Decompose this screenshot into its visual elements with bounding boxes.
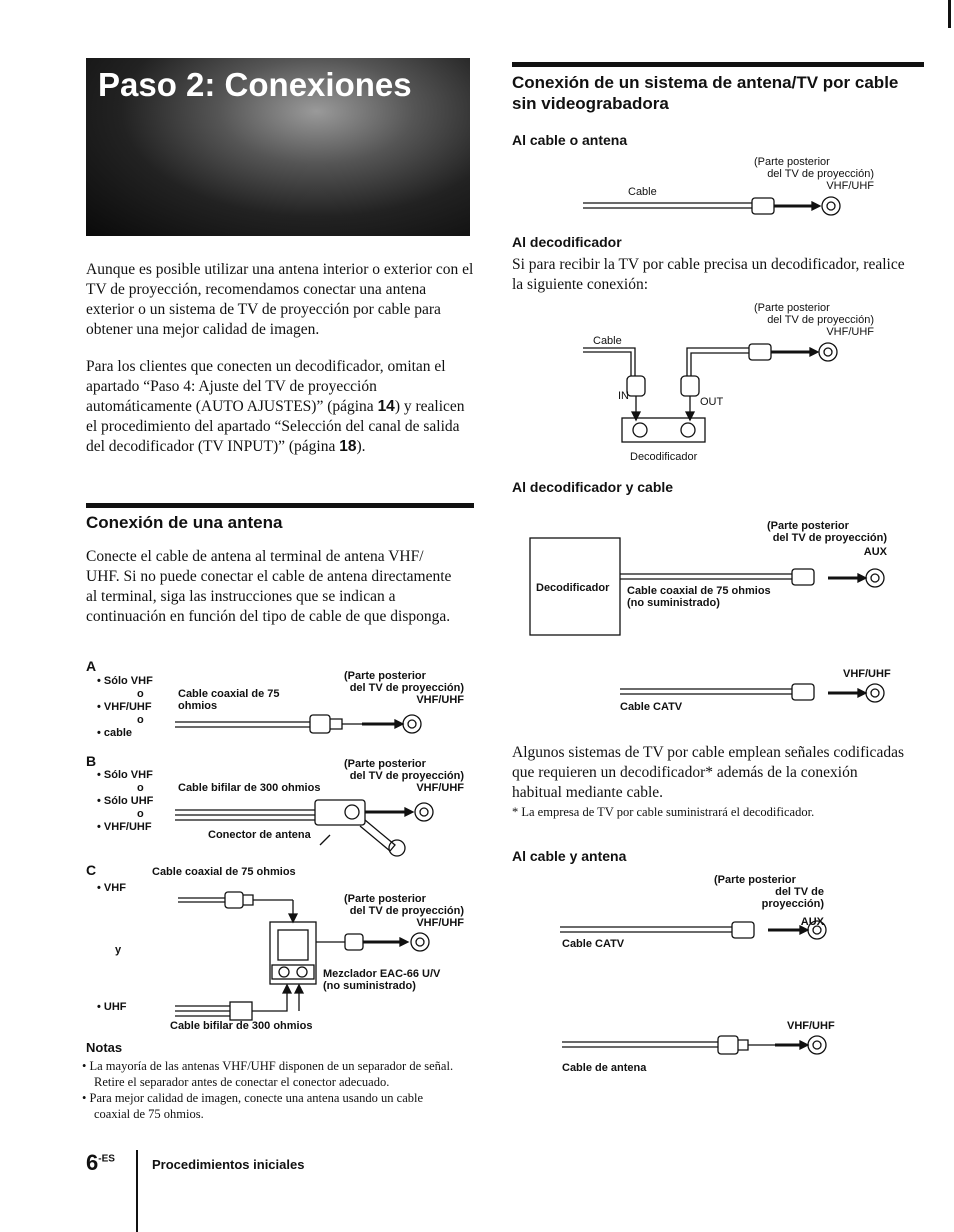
s3-box-label: Decodificador <box>536 582 610 594</box>
option-solo-uhf: • Sólo UHF <box>97 795 154 807</box>
note-item: • La mayoría de las antenas VHF/UHF disponen de un separador de señal. Retire el separador antes de conectar el conector adecuado. <box>82 1059 454 1089</box>
rear-label-1: (Parte posterior <box>344 670 426 682</box>
s4-cable-antenna <box>560 921 826 1054</box>
option-or: o <box>137 688 144 700</box>
diagram-b-connector-label: Conector de antena <box>208 829 311 841</box>
s2-cable-label: Cable <box>593 335 622 347</box>
intro-text-e: ). <box>356 438 366 455</box>
rear-label-1: (Parte posterior <box>754 156 830 168</box>
diagram-a-cable <box>175 715 421 733</box>
aux-label: AUX <box>800 916 824 928</box>
option-solo-vhf: • Sólo VHF <box>97 769 153 781</box>
rear-label-2: del TV de proyección) <box>767 168 874 180</box>
s3-port-label: VHF/UHF <box>843 668 891 680</box>
diagram-b-letter: B <box>86 753 97 769</box>
option-solo-vhf: • Sólo VHF <box>97 675 153 687</box>
s4-catv-label: Cable CATV <box>562 938 625 950</box>
option-or: o <box>137 714 144 726</box>
page-suffix: -ES <box>98 1153 115 1165</box>
s4-title: Al cable y antena <box>512 848 627 864</box>
page-number: 6 <box>86 1150 99 1175</box>
page-ref-14: 14 <box>377 398 395 415</box>
rear-label-2: del TV de proyección) <box>772 532 887 544</box>
antenna-heading: Conexión de una antena <box>86 513 283 532</box>
s2-in-label: IN <box>618 390 629 402</box>
intro-text-c: ) y realicen el procedimiento del apartado “Selección del canal de salida del decodificador (TV INPUT)” (página <box>86 398 465 455</box>
s2-out-label: OUT <box>700 396 724 408</box>
port-label: VHF/UHF <box>416 917 464 929</box>
intro-text-a: Para los clientes que conecten un decodificador, omitan el apartado “Paso 4: Ajuste del TV de proyección automáticamente (AUTO AJUSTES)” (página <box>86 358 446 415</box>
rear-label-2: del TV de proyección) <box>349 682 464 694</box>
s1-cable-label: Cable <box>628 186 657 198</box>
s3-title: Al decodificador y cable <box>512 479 674 495</box>
option-vhf-uhf: • VHF/UHF <box>97 821 152 833</box>
rear-label-2: del TV de proyección) <box>767 314 874 326</box>
rear-label-2: del TV de proyección) <box>761 886 824 910</box>
mixer-label: Mezclador EAC-66 U/V <box>323 968 441 980</box>
aux-label: AUX <box>863 546 887 558</box>
diagram-c-y: y <box>115 944 122 956</box>
antenna-text: Conecte el cable de antena al terminal de antena VHF/ UHF. Si no puede conectar el cable de antena directamente al terminal, siga las instrucciones que se indican a continuación en función del tipo de cable de que disponga. <box>86 548 452 625</box>
diagram-c-uhf: • UHF <box>97 1001 127 1013</box>
s1-title: Al cable o antena <box>512 132 628 148</box>
cable-system-heading: Conexión de un sistema de antena/TV por cable sin videograbadora <box>512 73 899 113</box>
intro-paragraph-1: Aunque es posible utilizar una antena interior o exterior con el TV de proyección, recomendamos conectar una antena exterior o un sistema de TV de proyección por cable para obtener una mejor calidad de imagen. <box>86 261 474 338</box>
s4-port-label: VHF/UHF <box>787 1020 835 1032</box>
scrambled-text: Algunos sistemas de TV por cable emplean señales codificadas que requieren un decodificador* además de la conexión habitual mediante cable. <box>512 744 904 801</box>
mixer-note: (no suministrado) <box>323 980 416 992</box>
diagram-c-mixer <box>175 892 429 1020</box>
option-or: o <box>137 808 144 820</box>
footer-section: Procedimientos iniciales <box>152 1157 305 1172</box>
s2-title: Al decodificador <box>512 234 622 250</box>
s3-catv-label: Cable CATV <box>620 701 683 713</box>
s4-antenna-label: Cable de antena <box>562 1062 647 1074</box>
cable-label: Cable coaxial de 75 ohmios <box>178 688 280 712</box>
coax-label: Cable coaxial de 75 ohmios <box>627 585 771 597</box>
diagram-a-letter: A <box>86 658 97 674</box>
rear-label-2: del TV de proyección) <box>349 770 464 782</box>
footnote: * La empresa de TV por cable suministrará el decodificador. <box>512 805 815 819</box>
rear-label-1: (Parte posterior <box>754 302 830 314</box>
port-label: VHF/UHF <box>826 326 874 338</box>
notes-title: Notas <box>86 1040 123 1055</box>
option-or: o <box>137 782 144 794</box>
s1-cable <box>583 197 840 215</box>
port-label: VHF/UHF <box>826 180 874 192</box>
diagram-c-coax-label: Cable coaxial de 75 ohmios <box>152 866 296 878</box>
note-item: • Para mejor calidad de imagen, conecte una antena usando un cable coaxial de 75 ohmios. <box>82 1091 424 1121</box>
rear-label-1: (Parte posterior <box>344 758 426 770</box>
coax-note: (no suministrado) <box>627 597 720 609</box>
s2-decoder <box>583 343 837 442</box>
rear-label-2: del TV de proyección) <box>349 905 464 917</box>
port-label: VHF/UHF <box>416 782 464 794</box>
diagram-b-cable <box>175 800 433 856</box>
diagram-c-twin-label: Cable bifilar de 300 ohmios <box>170 1020 313 1032</box>
s3-decoder-cable <box>530 538 884 702</box>
diagram-c-vhf: • VHF <box>97 882 126 894</box>
rear-label-1: (Parte posterior <box>714 874 796 886</box>
option-cable: • cable <box>97 727 133 739</box>
diagram-b-cable-label: Cable bifilar de 300 ohmios <box>178 782 321 794</box>
s2-text: Si para recibir la TV por cable precisa un decodificador, realice la siguiente conexión: <box>512 256 905 293</box>
page-ref-18: 18 <box>339 438 357 455</box>
rear-label-1: (Parte posterior <box>767 520 849 532</box>
diagram-c-letter: C <box>86 862 97 878</box>
option-vhf-uhf: • VHF/UHF <box>97 701 152 713</box>
rear-label-1: (Parte posterior <box>344 893 426 905</box>
s2-box-label: Decodificador <box>630 451 698 463</box>
port-label: VHF/UHF <box>416 694 464 706</box>
page-title: Paso 2: Conexiones <box>98 66 412 103</box>
